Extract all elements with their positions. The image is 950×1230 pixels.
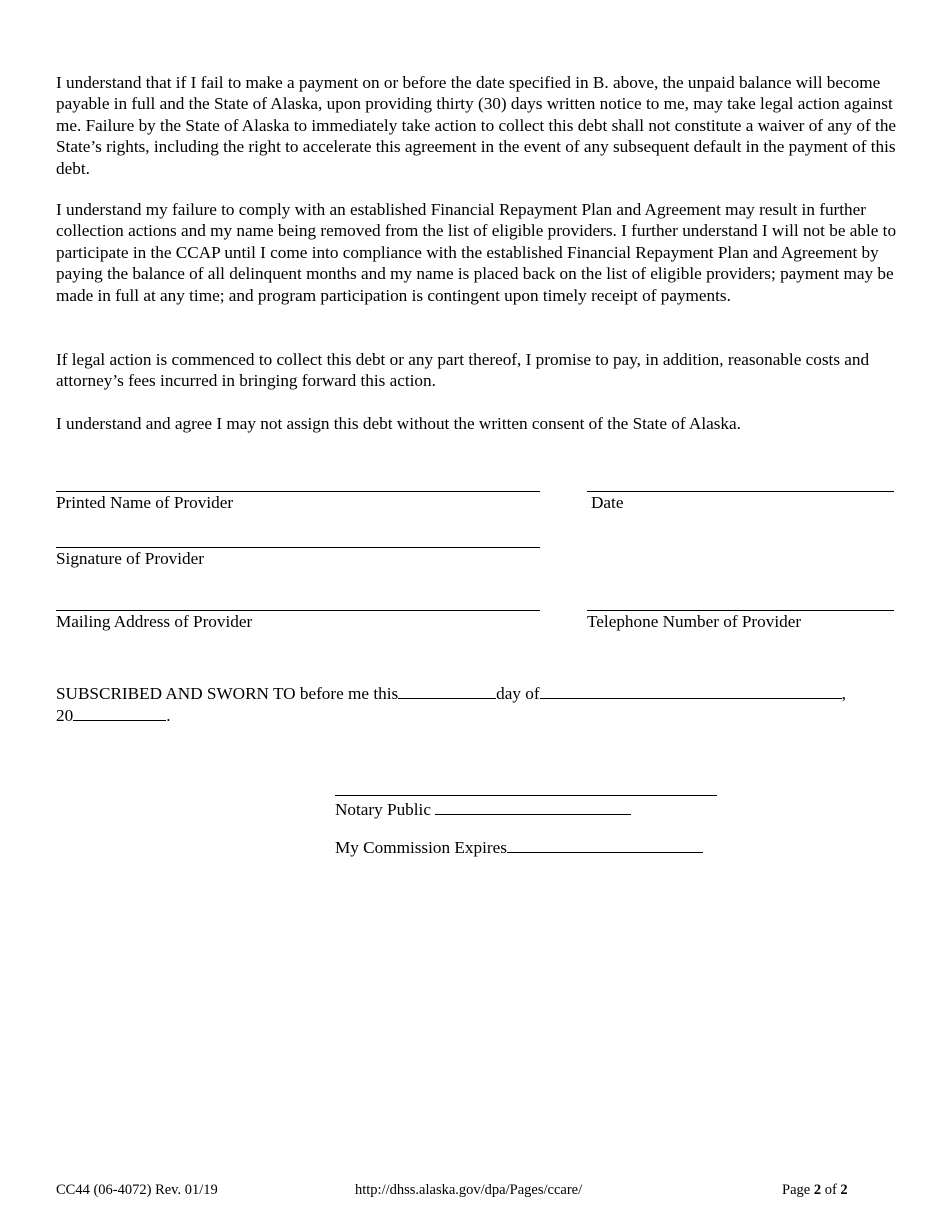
printed-name-label: Printed Name of Provider [56, 493, 234, 512]
signature-label: Signature of Provider [56, 549, 204, 568]
commission-expires-text: My Commission Expires [335, 838, 507, 857]
commission-expires-label [335, 835, 703, 858]
sworn-statement [56, 681, 846, 704]
page-current: 2 [813, 1182, 822, 1198]
sworn-year-blank[interactable] [73, 703, 166, 721]
page-word: Page [782, 1182, 811, 1198]
mailing-address-label: Mailing Address of Provider [56, 612, 253, 631]
sworn-year-prefix: 20 [56, 706, 74, 725]
date-line[interactable] [587, 491, 894, 492]
compliance-paragraph: I understand my failure to comply with an established Financial Repayment Plan and Agreement may result in further collection actions and my name being removed from the list of eligible providers. I further understand I will not be able to participate in the CCAP until I come into compliance with the established Financial Repayment Plan and Agreement by paying the balance of all delinquent months and my name is placed back on the list of eligible providers; payment may be made in full at any time; and program participation is contingent upon timely receipt of payments. [56, 200, 897, 305]
legal-action-paragraph: If legal action is commenced to collect this debt or any part thereof, I promise to pay, in addition, reasonable costs and attorney’s fees incurred in bringing forward this action. [56, 350, 870, 391]
notary-signature-line[interactable] [335, 795, 717, 796]
sworn-prefix: SUBSCRIBED AND SWORN TO before me this [56, 684, 399, 703]
repayment-terms-paragraph: I understand that if I fail to make a payment on or before the date specified in B. above, the unpaid balance will become payable in full and the State of Alaska, upon providing thirty (30) days written notice to me, may take legal action against me. Failure by the State of Alaska to immediately take action to collect this debt shall not constitute a waiver of any of the State’s rights, including the right to accelerate this agreement in the event of any subsequent default in the payment of this debt. [56, 73, 897, 178]
page-total: 2 [840, 1182, 848, 1198]
sworn-day-of: day of [496, 684, 540, 703]
sworn-month-blank[interactable] [540, 681, 842, 699]
date-label: Date [591, 493, 624, 512]
notary-public-text: Notary Public [335, 800, 431, 819]
page-of: of [824, 1182, 837, 1198]
sworn-period: . [166, 706, 171, 725]
sworn-year [56, 703, 170, 726]
sworn-day-blank[interactable] [398, 681, 496, 699]
telephone-label: Telephone Number of Provider [587, 612, 802, 631]
sworn-comma: , [841, 684, 846, 703]
footer-page-number [782, 1180, 848, 1201]
notary-public-blank[interactable] [435, 797, 631, 815]
footer-url[interactable]: http://dhss.alaska.gov/dpa/Pages/ccare/ [355, 1182, 583, 1198]
footer-form-id: CC44 (06-4072) Rev. 01/19 [56, 1182, 218, 1198]
notary-public-label [335, 797, 631, 820]
assignment-paragraph: I understand and agree I may not assign this debt without the written consent of the State of Alaska. [56, 414, 741, 433]
commission-expires-blank[interactable] [507, 835, 703, 853]
